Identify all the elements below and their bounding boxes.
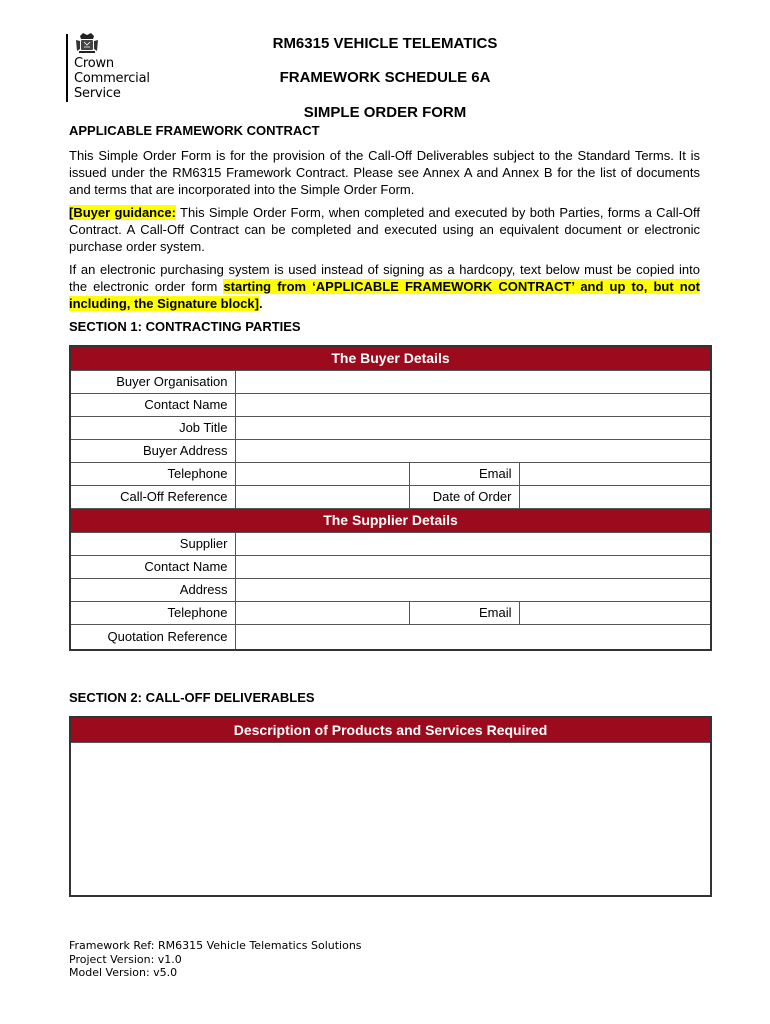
logo-text-line1: Crown <box>74 56 114 71</box>
electronic-system-highlight: starting from ‘APPLICABLE FRAMEWORK CONTRACT’ and up to, but not including, the Signature block] <box>69 279 700 311</box>
section1-heading: SECTION 1: CONTRACTING PARTIES <box>69 319 301 334</box>
section2-heading: SECTION 2: CALL-OFF DELIVERABLES <box>69 690 315 705</box>
intro-paragraph: This Simple Order Form is for the provision of the Call-Off Deliverables subject to the Standard Terms. It is issued under the RM6315 Framework Contract. Please see Annex A and Annex B for the list of documents and terms that are incorporated into the Simple Order Form. <box>69 148 700 197</box>
buyer-guidance-label: [Buyer guidance: <box>69 205 176 220</box>
buyer-organisation-label: Buyer Organisation <box>70 370 235 393</box>
job-title-field[interactable] <box>235 416 711 439</box>
footer-model-version: Model Version: v5.0 <box>69 966 178 979</box>
supplier-address-field[interactable] <box>235 578 711 601</box>
deliverables-description-header: Description of Products and Services Required <box>71 718 710 743</box>
buyer-address-label: Buyer Address <box>70 439 235 462</box>
crown-commercial-service-logo <box>66 32 166 104</box>
logo-divider <box>66 34 68 102</box>
date-of-order-label: Date of Order <box>409 485 519 508</box>
logo-text-line2: Commercial <box>74 71 150 86</box>
supplier-contact-name-field[interactable] <box>235 555 711 578</box>
date-of-order-field[interactable] <box>519 485 711 508</box>
quotation-reference-field[interactable] <box>235 624 711 650</box>
document-title: RM6315 VEHICLE TELEMATICS <box>272 35 498 52</box>
footer-project-version: Project Version: v1.0 <box>69 952 182 966</box>
supplier-email-field[interactable] <box>519 601 711 624</box>
supplier-details-header: The Supplier Details <box>70 508 711 532</box>
deliverables-description-field[interactable] <box>71 743 710 893</box>
buyer-organisation-field[interactable] <box>235 370 711 393</box>
supplier-telephone-label: Telephone <box>70 601 235 624</box>
quotation-reference-label: Quotation Reference <box>70 624 235 650</box>
buyer-telephone-field[interactable] <box>235 462 409 485</box>
logo-text-line3: Service <box>74 86 121 101</box>
supplier-address-label: Address <box>70 578 235 601</box>
applicable-contract-heading: APPLICABLE FRAMEWORK CONTRACT <box>69 123 320 138</box>
job-title-label: Job Title <box>70 416 235 439</box>
buyer-address-field[interactable] <box>235 439 711 462</box>
supplier-email-label: Email <box>409 601 519 624</box>
buyer-email-label: Email <box>409 462 519 485</box>
buyer-details-header: The Buyer Details <box>70 346 711 370</box>
buyer-contact-name-label: Contact Name <box>70 393 235 416</box>
buyer-telephone-label: Telephone <box>70 462 235 485</box>
supplier-contact-name-label: Contact Name <box>70 555 235 578</box>
electronic-system-text: If an electronic purchasing system is used instead of signing as a hardcopy, text below must be copied into the electronic order form <box>69 262 700 294</box>
deliverables-description-box <box>69 716 712 897</box>
document-subtitle: FRAMEWORK SCHEDULE 6A <box>279 69 491 86</box>
footer-framework-ref: Framework Ref: RM6315 Vehicle Telematics Solutions <box>69 939 362 952</box>
buyer-email-field[interactable] <box>519 462 711 485</box>
form-title: SIMPLE ORDER FORM <box>303 104 467 121</box>
calloff-reference-field[interactable] <box>235 485 409 508</box>
buyer-guidance-paragraph <box>69 204 700 255</box>
supplier-label: Supplier <box>70 532 235 555</box>
contracting-parties-table <box>69 345 712 651</box>
calloff-reference-label: Call-Off Reference <box>70 485 235 508</box>
page-footer <box>69 939 362 980</box>
electronic-system-paragraph <box>69 261 700 312</box>
supplier-telephone-field[interactable] <box>235 601 409 624</box>
electronic-system-end: . <box>258 296 263 311</box>
buyer-contact-name-field[interactable] <box>235 393 711 416</box>
royal-crest-icon <box>74 32 100 54</box>
supplier-field[interactable] <box>235 532 711 555</box>
buyer-guidance-text: This Simple Order Form, when completed and executed by both Parties, forms a Call-Off Contract. A Call-Off Contract can be completed and executed using an equivalent document or electronic purchase order system. <box>69 205 701 254</box>
